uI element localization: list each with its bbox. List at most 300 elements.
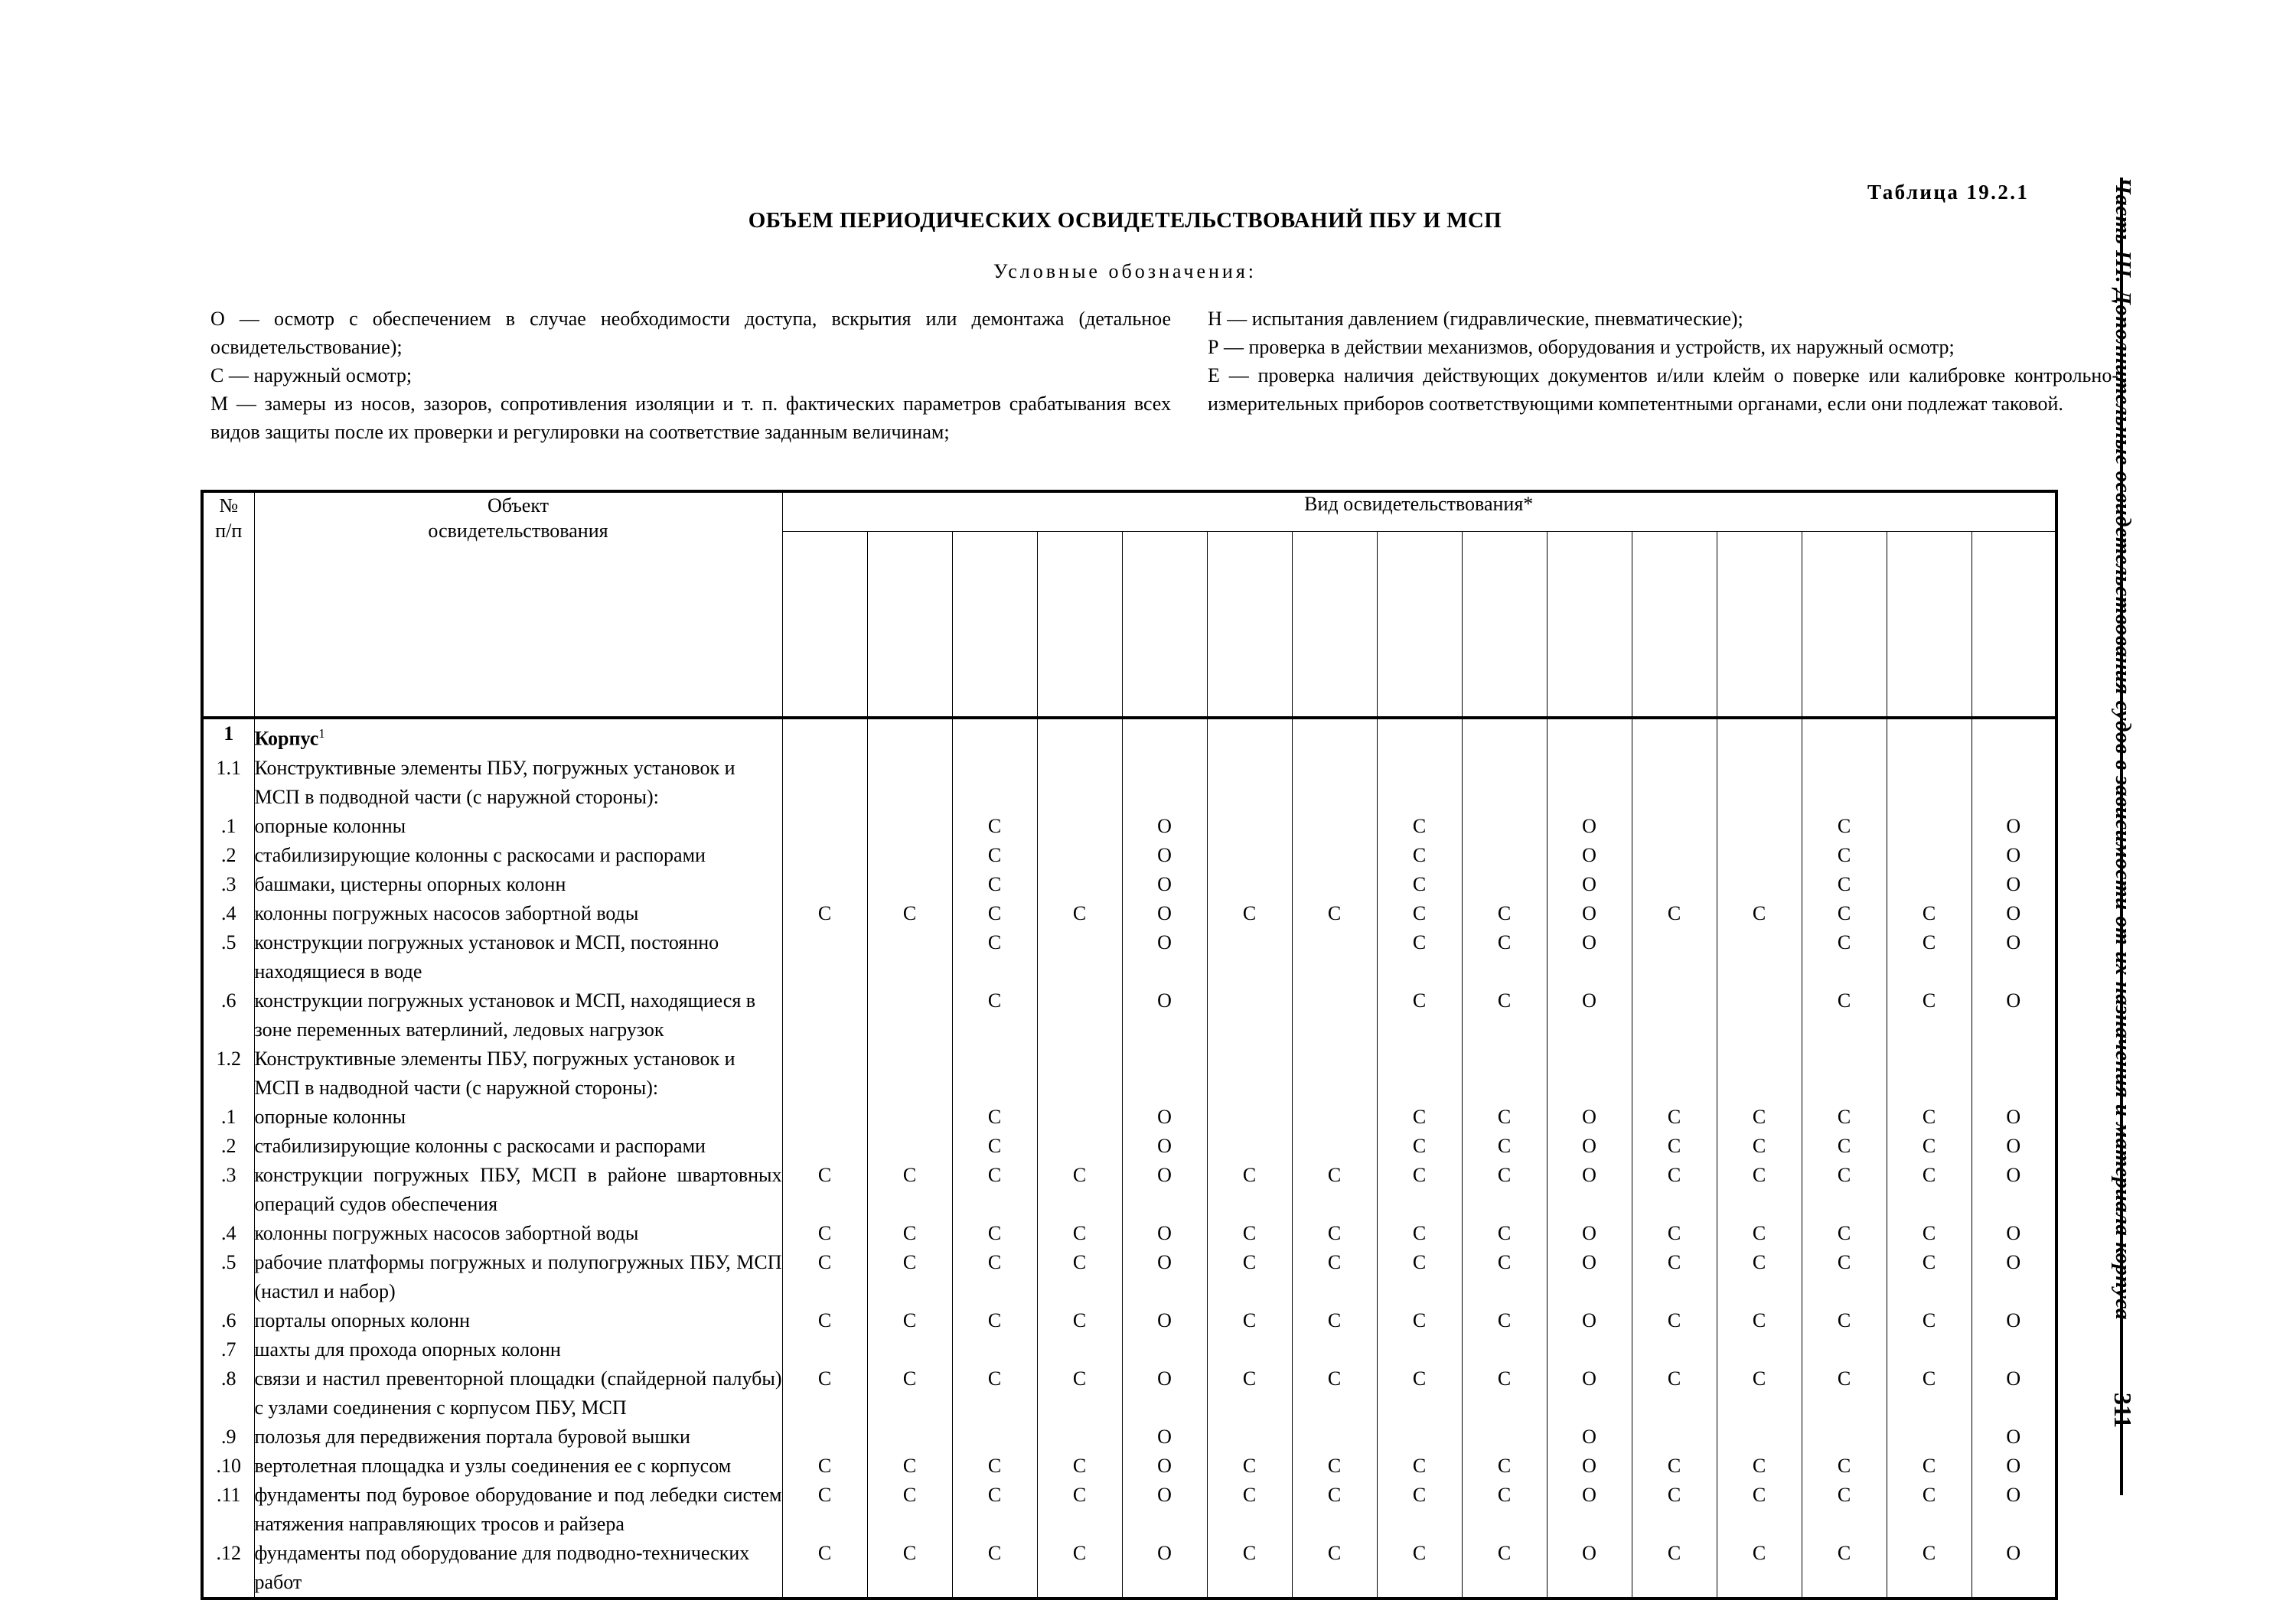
survey-mark-cell [1632, 754, 1717, 812]
survey-mark-cell: С [1887, 1103, 1971, 1132]
survey-mark-cell: С [952, 1219, 1037, 1248]
survey-mark-cell: С [867, 1219, 952, 1248]
table-row [202, 1335, 2056, 1364]
survey-mark-cell: С [1887, 928, 1971, 986]
survey-mark-cell [1971, 1045, 2056, 1103]
survey-mark-cell [1037, 812, 1122, 841]
survey-mark-cell [1207, 718, 1292, 754]
survey-mark-cell [1122, 754, 1207, 812]
survey-mark-cell: С [952, 899, 1037, 928]
survey-mark-cell: О [1547, 1306, 1632, 1335]
survey-mark-cell [1037, 754, 1122, 812]
row-number-cell: .2 [202, 1132, 254, 1161]
survey-mark-cell [1122, 1045, 1207, 1103]
survey-mark-cell: С [952, 1103, 1037, 1132]
survey-mark-cell: О [1122, 1539, 1207, 1599]
survey-mark-cell [1462, 841, 1547, 870]
header-no-line1: № [219, 494, 239, 517]
survey-mark-cell: С [867, 1306, 952, 1335]
row-object-cell: фундаменты под буровое оборудование и под лебедки систем натяжения направляющих тросов и райзера [254, 1481, 782, 1539]
survey-mark-cell: О [1971, 1219, 2056, 1248]
survey-mark-cell: С [952, 1306, 1037, 1335]
page-title: ОБЪЕМ ПЕРИОДИЧЕСКИХ ОСВИДЕТЕЛЬСТВОВАНИЙ ПБУ И МСП [748, 208, 1502, 233]
survey-mark-cell [952, 1335, 1037, 1364]
survey-mark-cell: С [1377, 1452, 1462, 1481]
survey-mark-cell: О [1547, 1132, 1632, 1161]
survey-mark-cell [1122, 1335, 1207, 1364]
table-number: Таблица 19.2.1 [1867, 181, 2030, 204]
table-body [202, 718, 2056, 1599]
survey-mark-cell: С [1462, 1132, 1547, 1161]
row-object-cell: стабилизирующие колонны с раскосами и распорами [254, 841, 782, 870]
survey-mark-cell: С [1887, 1306, 1971, 1335]
table-row [202, 812, 2056, 841]
survey-mark-cell: О [1547, 1423, 1632, 1452]
survey-mark-cell: С [782, 1364, 867, 1423]
survey-mark-cell [1462, 1045, 1547, 1103]
survey-mark-cell: С [952, 986, 1037, 1045]
survey-mark-cell: О [1971, 1539, 2056, 1599]
survey-mark-cell: О [1547, 1364, 1632, 1423]
survey-mark-cell: С [1292, 1161, 1377, 1219]
survey-mark-cell: С [867, 1481, 952, 1539]
survey-mark-cell [1717, 754, 1802, 812]
survey-mark-cell: С [1207, 1248, 1292, 1306]
survey-mark-cell [867, 841, 952, 870]
survey-mark-cell [782, 1045, 867, 1103]
survey-mark-cell: С [867, 1248, 952, 1306]
survey-mark-cell: С [1462, 1161, 1547, 1219]
survey-mark-cell: С [1037, 1452, 1122, 1481]
survey-mark-cell [1037, 1335, 1122, 1364]
survey-mark-cell: С [1632, 1364, 1717, 1423]
row-object-cell: колонны погружных насосов забортной воды [254, 899, 782, 928]
survey-mark-cell: С [1802, 986, 1887, 1045]
survey-mark-cell: О [1122, 1481, 1207, 1539]
survey-mark-cell [1717, 841, 1802, 870]
survey-mark-cell: О [1122, 1364, 1207, 1423]
survey-mark-cell [867, 986, 952, 1045]
survey-mark-cell: С [1802, 899, 1887, 928]
row-object-cell: стабилизирующие колонны с раскосами и распорами [254, 1132, 782, 1161]
survey-mark-cell: С [782, 1539, 867, 1599]
survey-mark-cell: С [1462, 1481, 1547, 1539]
survey-mark-cell: С [1802, 1161, 1887, 1219]
survey-mark-cell: С [782, 899, 867, 928]
survey-mark-cell [1887, 1335, 1971, 1364]
survey-mark-cell [952, 1045, 1037, 1103]
survey-mark-cell: О [1122, 1423, 1207, 1452]
survey-mark-cell [1292, 1132, 1377, 1161]
survey-mark-cell: О [1122, 1161, 1207, 1219]
row-number-cell: .5 [202, 1248, 254, 1306]
row-object-cell: вертолетная площадка и узлы соединения ее с корпусом [254, 1452, 782, 1481]
survey-mark-cell: О [1547, 870, 1632, 899]
row-number-cell: .4 [202, 1219, 254, 1248]
survey-mark-cell [867, 928, 952, 986]
survey-mark-cell [1971, 718, 2056, 754]
table-row [202, 1161, 2056, 1219]
survey-mark-cell: С [1207, 899, 1292, 928]
survey-mark-cell: С [1462, 1539, 1547, 1599]
survey-mark-cell [1717, 1045, 1802, 1103]
survey-mark-cell [1802, 1045, 1887, 1103]
survey-mark-cell: С [1717, 1364, 1802, 1423]
survey-mark-cell [1292, 718, 1377, 754]
survey-mark-cell: С [1802, 870, 1887, 899]
survey-column-header-12 [1717, 531, 1802, 718]
survey-mark-cell [1717, 986, 1802, 1045]
survey-mark-cell: С [1207, 1219, 1292, 1248]
survey-mark-cell [1887, 1045, 1971, 1103]
survey-mark-cell: С [1717, 1103, 1802, 1132]
survey-mark-cell: С [1887, 986, 1971, 1045]
survey-mark-cell: С [952, 870, 1037, 899]
survey-mark-cell [782, 841, 867, 870]
survey-mark-cell [1887, 870, 1971, 899]
survey-mark-cell [1207, 812, 1292, 841]
survey-mark-cell [782, 1335, 867, 1364]
survey-mark-cell: С [1887, 1364, 1971, 1423]
survey-mark-cell: О [1122, 928, 1207, 986]
survey-mark-cell [952, 1423, 1037, 1452]
survey-mark-cell [1037, 841, 1122, 870]
survey-mark-cell [867, 1423, 952, 1452]
row-object-cell: рабочие платформы погружных и полупогружных ПБУ, МСП (настил и набор) [254, 1248, 782, 1306]
survey-mark-cell [1207, 986, 1292, 1045]
row-number-cell: .11 [202, 1481, 254, 1539]
survey-mark-cell: С [782, 1481, 867, 1539]
header-object-line1: Объект [488, 494, 549, 517]
survey-mark-cell [1717, 870, 1802, 899]
row-object-cell: башмаки, цистерны опорных колонн [254, 870, 782, 899]
survey-mark-cell: С [1802, 841, 1887, 870]
survey-mark-cell [1802, 1335, 1887, 1364]
survey-mark-cell: С [1037, 1539, 1122, 1599]
survey-mark-cell: С [1037, 899, 1122, 928]
table-row [202, 1539, 2056, 1599]
survey-mark-cell: С [952, 812, 1037, 841]
survey-mark-cell [1632, 986, 1717, 1045]
survey-mark-cell [1207, 870, 1292, 899]
survey-column-header-15 [1971, 531, 2056, 718]
survey-mark-cell [1292, 928, 1377, 986]
survey-mark-cell [1462, 754, 1547, 812]
survey-mark-cell: О [1971, 1423, 2056, 1452]
survey-mark-cell [1462, 1335, 1547, 1364]
survey-mark-cell [1037, 870, 1122, 899]
survey-column-header-9 [1462, 531, 1547, 718]
survey-mark-cell: О [1122, 870, 1207, 899]
survey-mark-cell: С [1887, 1452, 1971, 1481]
survey-mark-cell [867, 1335, 952, 1364]
survey-mark-cell: С [1377, 1364, 1462, 1423]
survey-mark-cell: С [782, 1161, 867, 1219]
survey-mark-cell: С [1292, 1364, 1377, 1423]
survey-mark-cell [1887, 1423, 1971, 1452]
survey-mark-cell: С [1292, 1219, 1377, 1248]
survey-mark-cell: С [1632, 1132, 1717, 1161]
survey-mark-cell: С [1462, 1364, 1547, 1423]
survey-mark-cell: О [1971, 928, 2056, 986]
survey-mark-cell [1207, 1132, 1292, 1161]
survey-column-header-7 [1292, 531, 1377, 718]
survey-mark-cell: О [1547, 1248, 1632, 1306]
survey-mark-cell: С [1802, 1306, 1887, 1335]
survey-mark-cell [1887, 841, 1971, 870]
survey-mark-cell: С [1207, 1364, 1292, 1423]
survey-mark-cell: С [1632, 1539, 1717, 1599]
survey-mark-cell: С [1207, 1161, 1292, 1219]
row-number-cell: .3 [202, 870, 254, 899]
table-row [202, 754, 2056, 812]
survey-mark-cell: С [952, 1481, 1037, 1539]
survey-column-header-10 [1547, 531, 1632, 718]
survey-mark-cell [1207, 754, 1292, 812]
survey-mark-cell: С [1717, 1481, 1802, 1539]
survey-mark-cell: О [1971, 1364, 2056, 1423]
page-number: 311 [2109, 1393, 2137, 1429]
survey-mark-cell: О [1122, 986, 1207, 1045]
row-object-cell: порталы опорных колонн [254, 1306, 782, 1335]
row-object-cell: Конструктивные элементы ПБУ, погружных установок и МСП в надводной части (с наружной стороны): [254, 1045, 782, 1103]
survey-mark-cell: О [1971, 1306, 2056, 1335]
survey-mark-cell [1037, 1045, 1122, 1103]
survey-mark-cell: С [1802, 1364, 1887, 1423]
survey-mark-cell: С [1462, 1306, 1547, 1335]
row-object-cell: Корпус$^1$ [254, 718, 782, 754]
table-row [202, 1306, 2056, 1335]
survey-mark-cell: О [1971, 870, 2056, 899]
legend-item-n: Н — испытания давлением (гидравлические, пневматические); [1208, 308, 1743, 330]
survey-mark-cell: С [1377, 812, 1462, 841]
row-object-cell: полозья для передвижения портала буровой вышки [254, 1423, 782, 1452]
row-number-cell: .2 [202, 841, 254, 870]
survey-mark-cell: С [952, 1452, 1037, 1481]
survey-mark-cell: С [1802, 1539, 1887, 1599]
survey-mark-cell: С [1887, 1248, 1971, 1306]
table-header [202, 491, 2056, 718]
survey-mark-cell: С [1802, 1248, 1887, 1306]
legend-item-r: Р — проверка в действии механизмов, оборудования и устройств, их наружный осмотр; [1208, 336, 1955, 358]
survey-column-header-11 [1632, 531, 1717, 718]
survey-mark-cell: О [1971, 1132, 2056, 1161]
survey-mark-cell [782, 1103, 867, 1132]
table-row [202, 1103, 2056, 1132]
survey-mark-cell: О [1971, 899, 2056, 928]
survey-mark-cell: С [1802, 1481, 1887, 1539]
survey-mark-cell: С [1292, 899, 1377, 928]
survey-mark-cell: С [1377, 1306, 1462, 1335]
survey-mark-cell [1632, 1423, 1717, 1452]
survey-mark-cell: С [1717, 1219, 1802, 1248]
survey-mark-cell [1292, 1335, 1377, 1364]
survey-mark-cell: С [1632, 899, 1717, 928]
header-row-number [202, 491, 254, 718]
survey-mark-cell: С [1717, 1248, 1802, 1306]
row-object-cell: Конструктивные элементы ПБУ, погружных установок и МСП в подводной части (с наружной стороны): [254, 754, 782, 812]
survey-mark-cell: С [1377, 841, 1462, 870]
survey-mark-cell [1462, 812, 1547, 841]
survey-mark-cell [782, 870, 867, 899]
survey-mark-cell [1037, 1132, 1122, 1161]
survey-mark-cell: С [1717, 1452, 1802, 1481]
survey-mark-cell [1207, 1103, 1292, 1132]
survey-mark-cell: С [1802, 1219, 1887, 1248]
survey-mark-cell: С [1802, 1103, 1887, 1132]
survey-mark-cell [1971, 1335, 2056, 1364]
survey-mark-cell: С [952, 1248, 1037, 1306]
row-object-cell: конструкции погружных установок и МСП, постоянно находящиеся в воде [254, 928, 782, 986]
survey-mark-cell: О [1547, 1219, 1632, 1248]
survey-mark-cell [1887, 754, 1971, 812]
survey-mark-cell: С [1037, 1306, 1122, 1335]
survey-mark-cell: С [1037, 1248, 1122, 1306]
survey-mark-cell: С [1377, 1481, 1462, 1539]
survey-mark-cell: С [867, 1364, 952, 1423]
survey-mark-cell [1971, 754, 2056, 812]
row-object-cell: фундаменты под оборудование для подводно-технических работ [254, 1539, 782, 1599]
survey-mark-cell [782, 1132, 867, 1161]
survey-mark-cell: С [1632, 1452, 1717, 1481]
survey-mark-cell: О [1547, 899, 1632, 928]
survey-mark-cell [1037, 1423, 1122, 1452]
survey-mark-cell: С [782, 1219, 867, 1248]
survey-mark-cell: С [1887, 1481, 1971, 1539]
survey-mark-cell: С [1717, 899, 1802, 928]
survey-mark-cell [1377, 1335, 1462, 1364]
row-object-cell: колонны погружных насосов забортной воды [254, 1219, 782, 1248]
survey-mark-cell [782, 754, 867, 812]
row-number-cell: .9 [202, 1423, 254, 1452]
row-number-cell: .1 [202, 812, 254, 841]
survey-mark-cell [1037, 928, 1122, 986]
survey-mark-cell: С [1887, 1161, 1971, 1219]
survey-mark-cell [1547, 754, 1632, 812]
survey-mark-cell [1122, 718, 1207, 754]
survey-mark-cell [1632, 841, 1717, 870]
survey-mark-cell: С [1802, 1132, 1887, 1161]
survey-mark-cell [1632, 718, 1717, 754]
table-row [202, 1481, 2056, 1539]
survey-mark-cell: С [952, 841, 1037, 870]
table-row [202, 1045, 2056, 1103]
header-object [254, 491, 782, 718]
row-number-cell: .8 [202, 1364, 254, 1423]
row-number-cell: 1.2 [202, 1045, 254, 1103]
row-number-cell: .3 [202, 1161, 254, 1219]
survey-mark-cell: С [1292, 1306, 1377, 1335]
survey-mark-cell [867, 1045, 952, 1103]
survey-mark-cell [952, 754, 1037, 812]
survey-mark-cell [1462, 870, 1547, 899]
survey-mark-cell: С [1037, 1161, 1122, 1219]
survey-mark-cell: С [1377, 928, 1462, 986]
survey-mark-cell: С [867, 899, 952, 928]
survey-mark-cell: С [867, 1161, 952, 1219]
legend-item-m: М — замеры из носов, зазоров, сопротивления изоляции и т. п. фактических параметров срабатывания всех видов защиты после их проверки и регулировки на соответствие заданным величинам; [210, 393, 1171, 443]
survey-mark-cell [1207, 1045, 1292, 1103]
survey-mark-cell: О [1122, 1248, 1207, 1306]
row-object-cell: опорные колонны [254, 1103, 782, 1132]
row-object-cell: шахты для прохода опорных колонн [254, 1335, 782, 1364]
survey-mark-cell: С [1717, 1306, 1802, 1335]
survey-mark-cell [1292, 1103, 1377, 1132]
survey-mark-cell: О [1122, 1132, 1207, 1161]
survey-mark-cell [1802, 718, 1887, 754]
row-number-cell: .6 [202, 986, 254, 1045]
survey-mark-cell: С [1887, 1132, 1971, 1161]
survey-mark-cell: О [1971, 1103, 2056, 1132]
survey-mark-cell: С [1377, 1132, 1462, 1161]
survey-mark-cell [1632, 870, 1717, 899]
survey-mark-cell: С [1462, 986, 1547, 1045]
survey-mark-cell [1292, 754, 1377, 812]
survey-mark-cell: С [1717, 1161, 1802, 1219]
survey-mark-cell: С [1632, 1219, 1717, 1248]
survey-mark-cell: С [1207, 1306, 1292, 1335]
survey-mark-cell: С [1887, 1539, 1971, 1599]
survey-mark-cell [867, 754, 952, 812]
survey-column-header-3 [952, 531, 1037, 718]
survey-mark-cell [1717, 812, 1802, 841]
survey-mark-cell [1632, 1045, 1717, 1103]
survey-mark-cell: С [1292, 1452, 1377, 1481]
survey-mark-cell: О [1971, 986, 2056, 1045]
table-row [202, 1452, 2056, 1481]
survey-mark-cell [1717, 1335, 1802, 1364]
survey-mark-cell [1207, 841, 1292, 870]
survey-mark-cell: С [782, 1452, 867, 1481]
table-row [202, 1423, 2056, 1452]
survey-mark-cell: О [1547, 928, 1632, 986]
header-no-line2: п/п [215, 520, 243, 542]
survey-mark-cell: С [952, 1364, 1037, 1423]
survey-mark-cell [1207, 928, 1292, 986]
survey-column-header-14 [1887, 531, 1971, 718]
table-row [202, 1364, 2056, 1423]
survey-mark-cell: С [1462, 1103, 1547, 1132]
legend-right-column [1208, 305, 2118, 418]
survey-mark-cell: С [1462, 1219, 1547, 1248]
survey-mark-cell: О [1122, 1103, 1207, 1132]
survey-mark-cell: О [1547, 812, 1632, 841]
survey-mark-cell: С [1037, 1219, 1122, 1248]
survey-mark-cell: О [1122, 1452, 1207, 1481]
row-number-cell: .5 [202, 928, 254, 986]
survey-mark-cell [782, 718, 867, 754]
survey-mark-cell [1037, 1103, 1122, 1132]
survey-mark-cell [1292, 1423, 1377, 1452]
row-number-cell: .12 [202, 1539, 254, 1599]
survey-mark-cell [1037, 986, 1122, 1045]
survey-mark-cell: О [1547, 986, 1632, 1045]
survey-mark-cell [782, 1423, 867, 1452]
survey-mark-cell: С [1207, 1539, 1292, 1599]
survey-mark-cell [1547, 718, 1632, 754]
survey-mark-cell [1632, 928, 1717, 986]
survey-mark-cell [1377, 1423, 1462, 1452]
survey-mark-cell: С [1377, 1161, 1462, 1219]
legend-left-column [210, 305, 1171, 446]
survey-mark-cell [1717, 1423, 1802, 1452]
survey-mark-cell: С [1462, 928, 1547, 986]
survey-mark-cell: С [1292, 1481, 1377, 1539]
survey-mark-cell: С [1887, 1219, 1971, 1248]
survey-mark-cell: С [1377, 1103, 1462, 1132]
survey-mark-cell [1887, 812, 1971, 841]
survey-mark-cell [1462, 718, 1547, 754]
